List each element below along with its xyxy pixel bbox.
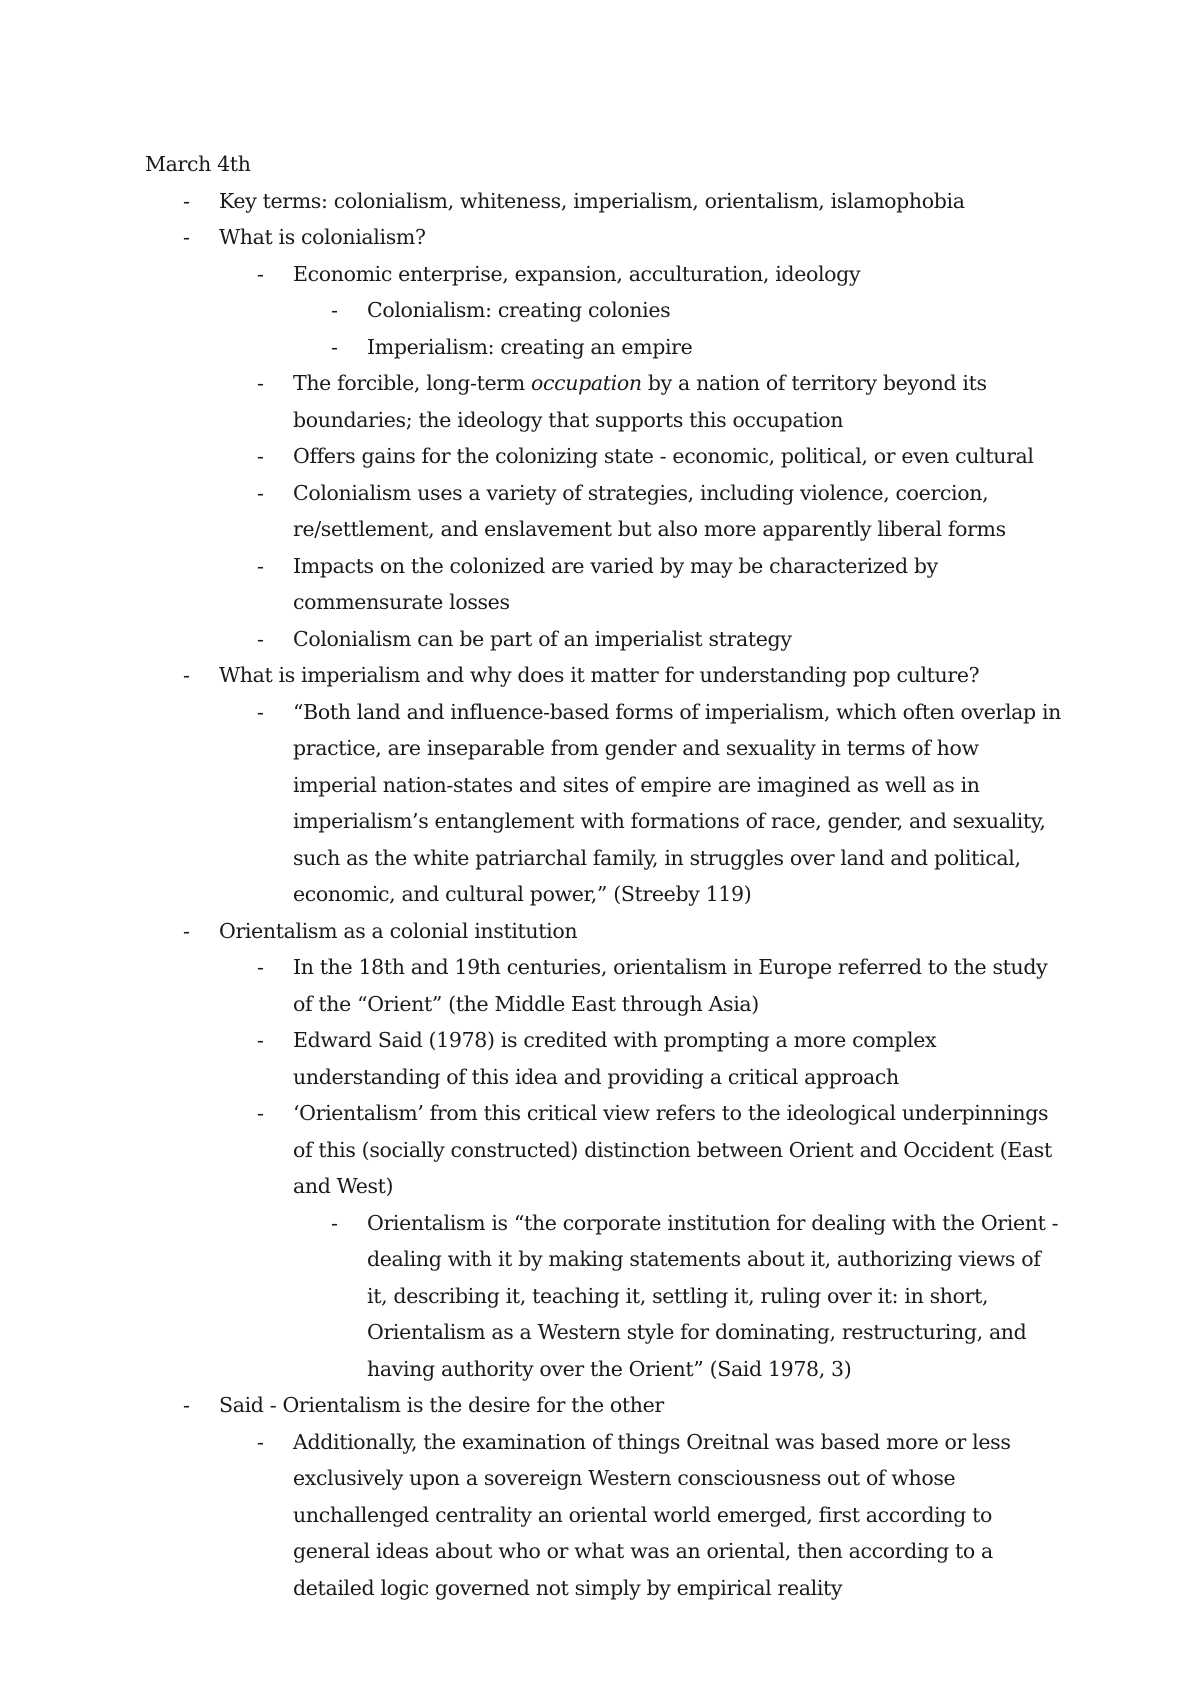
- bullet-dash: -: [257, 955, 264, 979]
- bullet-dash: -: [257, 1028, 264, 1052]
- bullet-dash: -: [257, 371, 264, 395]
- list-item-text: Additionally, the examination of things Oreitnal was based more or less exclusively upon a sovereign Western consciousness out of whose unchallenged centrality an oriental world emerged, first according to general ideas about who or what was an oriental, then according to a detailed logic governed not simply by empirical reality: [293, 1429, 1011, 1600]
- list-item-text: Impacts on the colonized are varied by may be characterized by commensurate losses: [293, 553, 938, 614]
- list-item-text: Orientalism is “the corporate institution for dealing with the Orient - dealing with it by making statements about it, authorizing views of it, describing it, teaching it, settling it, ruling over it: in short, Orientalism as a Western style for dominating, restructuring, and having authority over the Orient” (Said 1978, 3): [367, 1210, 1059, 1381]
- list-item-text: Economic enterprise, expansion, acculturation, ideology: [293, 261, 861, 286]
- list-item-level-1: [145, 219, 1065, 256]
- list-item-text: Colonialism: creating colonies: [367, 298, 671, 322]
- list-item-text: [293, 365, 1065, 438]
- text-segment: by a nation of territory beyond its boundaries; the ideology that supports this occupation: [293, 371, 987, 432]
- list-item-text: Offers gains for the colonizing state - economic, political, or even cultural: [293, 444, 1034, 468]
- list-item-level-1: [145, 1387, 1065, 1424]
- bullet-dash: -: [183, 188, 190, 213]
- list-item-text: Colonialism uses a variety of strategies, including violence, coercion, re/settlement, and enslavement but also more apparently liberal forms: [293, 480, 1006, 541]
- list-item-level-2: [145, 1424, 1065, 1607]
- list-item-text: “Both land and influence-based forms of imperialism, which often overlap in practice, are inseparable from gender and sexuality in terms of how imperial nation-states and sites of empire are imagined as well as in imperialism’s entanglement with formations of race, gender, and sexuality, such as the white patriarchal family, in struggles over land and political, economic, and cultural power,” (Streeby 119): [293, 699, 1062, 906]
- lecture-notes: [145, 146, 1065, 1606]
- list-item-level-2: [145, 256, 1065, 293]
- bullet-dash: -: [257, 626, 264, 651]
- bullet-dash: -: [257, 1101, 264, 1125]
- list-item-text: In the 18th and 19th centuries, orientalism in Europe referred to the study of the “Orient” (the Middle East through Asia): [293, 955, 1048, 1016]
- bullet-list: [145, 183, 1065, 1607]
- bullet-dash: -: [257, 480, 264, 505]
- list-item-text: Imperialism: creating an empire: [367, 334, 693, 359]
- italic-term: occupation: [531, 371, 642, 395]
- list-item-level-2: [145, 548, 1065, 621]
- list-item-text: Colonialism can be part of an imperialist strategy: [293, 626, 792, 651]
- list-item-level-2: [145, 438, 1065, 475]
- list-item-text: ‘Orientalism’ from this critical view refers to the ideological underpinnings of this (socially constructed) distinction between Orient and Occident (East and West): [293, 1101, 1052, 1198]
- list-item-level-1: [145, 657, 1065, 694]
- list-item-level-2: [145, 1022, 1065, 1095]
- list-item-level-2: [145, 1095, 1065, 1205]
- list-item-text: Said - Orientalism is the desire for the other: [219, 1393, 664, 1417]
- bullet-dash: -: [183, 1393, 190, 1417]
- list-item-level-1: [145, 183, 1065, 220]
- list-item-level-3: [145, 292, 1065, 329]
- list-item-text: Edward Said (1978) is credited with prompting a more complex understanding of this idea and providing a critical approach: [293, 1028, 937, 1089]
- bullet-dash: -: [257, 444, 264, 468]
- bullet-dash: -: [257, 699, 264, 724]
- list-item-level-2: [145, 694, 1065, 913]
- bullet-dash: -: [183, 918, 190, 943]
- bullet-dash: -: [183, 225, 190, 249]
- list-item-level-2: [145, 475, 1065, 548]
- list-item-level-1: [145, 913, 1065, 950]
- notes-date-heading: March 4th: [145, 152, 251, 176]
- bullet-dash: -: [257, 1429, 264, 1454]
- bullet-dash: -: [257, 553, 264, 578]
- bullet-dash: -: [331, 334, 338, 359]
- bullet-dash: -: [257, 261, 264, 286]
- bullet-dash: -: [331, 1210, 338, 1235]
- list-item-level-3: [145, 1205, 1065, 1388]
- text-segment: The forcible, long-term: [293, 371, 532, 395]
- list-item-level-2: [145, 621, 1065, 658]
- list-item-text: Orientalism as a colonial institution: [219, 918, 578, 943]
- list-item-text: What is imperialism and why does it matter for understanding pop culture?: [219, 663, 980, 687]
- list-item-level-2: [145, 365, 1065, 438]
- list-item-text: Key terms: colonialism, whiteness, imperialism, orientalism, islamophobia: [219, 188, 965, 213]
- bullet-dash: -: [183, 663, 190, 687]
- list-item-level-2: [145, 949, 1065, 1022]
- list-item-level-3: [145, 329, 1065, 366]
- list-item-text: What is colonialism?: [219, 225, 426, 249]
- bullet-dash: -: [331, 298, 338, 322]
